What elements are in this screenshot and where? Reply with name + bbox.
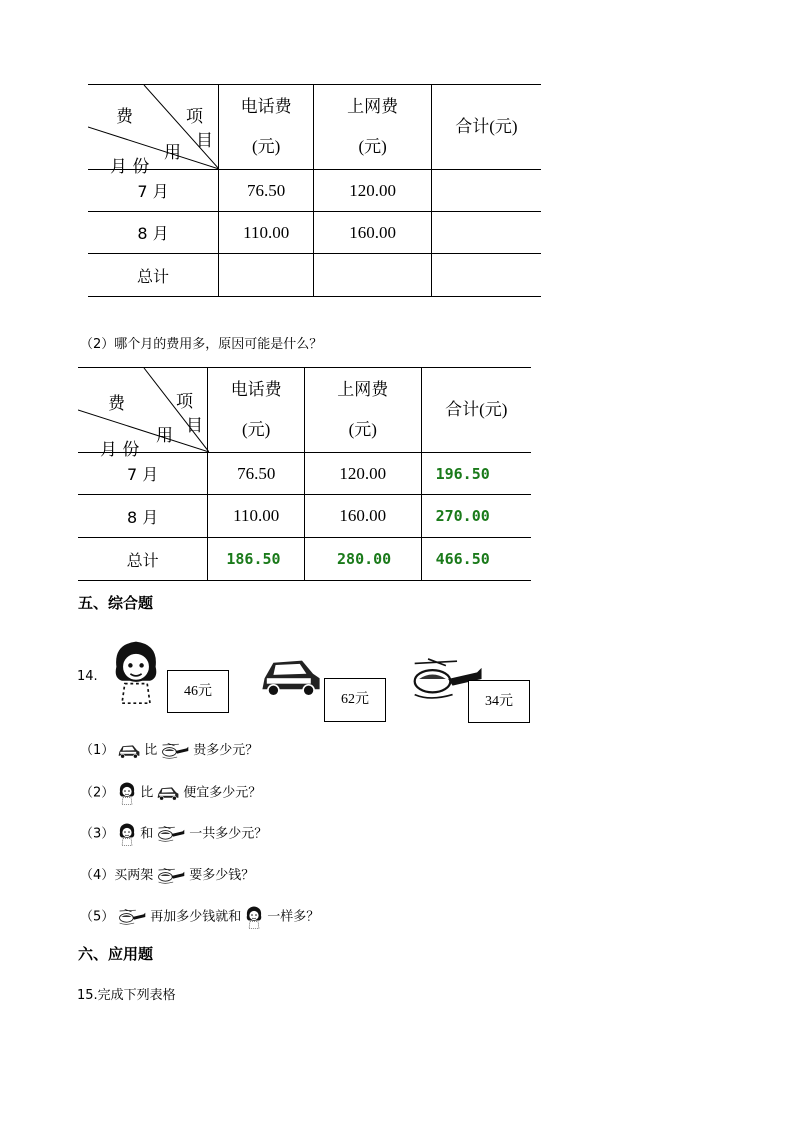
row-month: 8 月: [88, 212, 218, 254]
sub-num: （4）: [80, 868, 115, 883]
table-row: [78, 538, 531, 581]
diag-label-item-1: 项: [186, 107, 203, 127]
sub-num: （3）: [80, 826, 115, 842]
phone-label: 电话费: [230, 380, 282, 399]
cell-phone: [218, 254, 314, 297]
fee-table-blank: [88, 84, 541, 297]
cell-internet-answer: [305, 538, 422, 581]
question-15: 15.完成下列表格: [77, 988, 176, 1003]
diag-label-use: 用: [156, 426, 173, 446]
sub-text-b: 贵多少元？: [193, 743, 259, 758]
cell-internet: [314, 254, 431, 297]
answer-value: 280.00: [337, 550, 392, 568]
answer-value: 466.50: [435, 550, 490, 568]
header-total: 合计(元): [431, 85, 541, 170]
diag-label-item-2: 目: [196, 131, 213, 151]
sub-num: （2）: [80, 785, 115, 801]
table-row: [88, 170, 541, 212]
fee-table-answered: [78, 367, 531, 581]
table-row: [78, 453, 531, 495]
cell-internet: 160.00: [314, 212, 431, 254]
diag-label-use: 用: [164, 143, 181, 163]
cell-total: [431, 212, 541, 254]
section-6-heading: 六、应用题: [78, 945, 154, 963]
phone-label: 电话费: [240, 97, 292, 116]
sub-text-a: 买两架: [114, 868, 154, 883]
cell-phone: 76.50: [218, 170, 314, 212]
diagonal-header-cell: [78, 368, 208, 460]
question-14-number: 14.: [77, 669, 98, 684]
cell-internet: 120.00: [305, 453, 422, 495]
sub-text-b: 一样多？: [267, 909, 320, 925]
table-row: [78, 495, 531, 538]
diag-label-month: 月 份: [100, 440, 140, 460]
cell-total-answer: [421, 495, 531, 538]
cell-total-answer: [421, 453, 531, 495]
sub-question-5: [80, 904, 319, 930]
sub-text-a: 和: [140, 826, 154, 842]
row-month: 8 月: [78, 495, 208, 538]
header-phone: [218, 85, 314, 170]
sub-text-a: 比: [140, 785, 154, 801]
diag-label-fee: 费: [116, 107, 133, 127]
cell-total-answer: [421, 538, 531, 581]
girl-toy-icon: [108, 636, 164, 706]
plane-icon: [117, 908, 147, 926]
cell-phone: 110.00: [218, 212, 314, 254]
cell-total: [431, 170, 541, 212]
car-icon: [117, 742, 141, 760]
plane-icon: [160, 742, 190, 760]
sub-text-b: 要多少钱？: [189, 868, 255, 883]
question-2: （2）哪个月的费用多，原因可能是什么？: [80, 337, 323, 352]
answer-value: 196.50: [435, 464, 490, 483]
girl-price-box: 46元: [167, 670, 229, 713]
sub-text-a: 再加多少钱就和: [150, 909, 242, 925]
sub-question-4: [80, 864, 254, 885]
internet-label: 上网费: [337, 380, 389, 399]
row-month: 7 月: [88, 170, 218, 212]
header-internet: [305, 368, 422, 453]
header-phone: [208, 368, 305, 453]
diag-label-item-1: 项: [176, 392, 193, 412]
cell-phone-answer: [208, 538, 305, 581]
cell-internet: 120.00: [314, 170, 431, 212]
cell-phone: 110.00: [208, 495, 305, 538]
diag-label-item-2: 目: [186, 416, 203, 436]
sub-question-3: [80, 821, 267, 847]
header-internet: [314, 85, 431, 170]
sub-question-1: [80, 739, 258, 760]
sub-num: （5）: [80, 909, 115, 925]
internet-label: 上网费: [347, 97, 399, 116]
cell-total: [431, 254, 541, 297]
plane-icon: [156, 825, 186, 843]
sub-num: （1）: [80, 743, 115, 758]
diag-label-fee: 费: [108, 394, 125, 414]
table-row: [88, 254, 541, 297]
car-icon: [156, 784, 180, 802]
plane-price-box: 34元: [468, 680, 530, 723]
row-month: 7 月: [78, 453, 208, 495]
girl-icon: [244, 904, 264, 930]
car-price-box: 62元: [324, 678, 386, 722]
car-toy-icon: [258, 652, 324, 700]
girl-icon: [117, 821, 137, 847]
girl-icon: [117, 780, 137, 806]
cell-internet: 160.00: [305, 495, 422, 538]
internet-unit: (元): [358, 137, 387, 156]
table-row: [88, 212, 541, 254]
sub-text-a: 比: [144, 743, 158, 758]
section-5-heading: 五、综合题: [78, 594, 154, 612]
answer-value: 186.50: [226, 550, 281, 568]
sub-text-b: 一共多少元？: [189, 826, 268, 842]
cell-phone: 76.50: [208, 453, 305, 495]
phone-unit: (元): [252, 137, 281, 156]
internet-unit: (元): [348, 420, 377, 439]
row-month: 总计: [78, 538, 208, 581]
row-month: 总计: [88, 254, 218, 297]
phone-unit: (元): [242, 420, 271, 439]
header-total: 合计(元): [421, 368, 531, 453]
sub-text-b: 便宜多少元？: [183, 785, 262, 801]
diagonal-header-cell: [88, 85, 218, 177]
diag-label-month: 月 份: [110, 157, 150, 177]
answer-value: 270.00: [435, 507, 490, 525]
plane-icon: [156, 867, 186, 885]
sub-question-2: [80, 780, 261, 806]
